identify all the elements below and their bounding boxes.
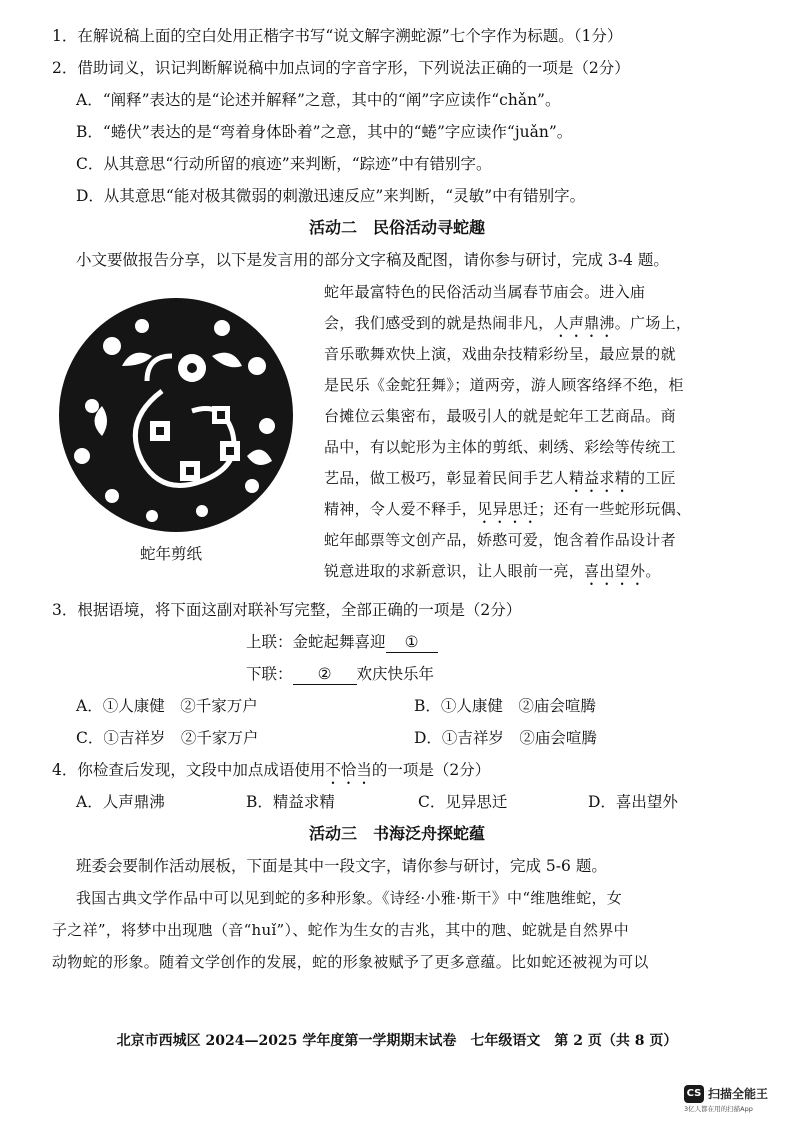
activity-3-passage-line: 动物蛇的形象。随着文学创作的发展，蛇的形象被赋予了更多意蕴。比如蛇还被视为可以 <box>52 953 649 971</box>
passage-line: 品中，有以蛇形为主体的剪纸、刺绣、彩绘等传统工 <box>324 438 676 456</box>
question-4-option-a: A．人声鼎沸 <box>76 793 165 811</box>
question-4-option-b: B．精益求精 <box>246 793 335 811</box>
question-4-option-c: C．见异思迁 <box>418 793 508 811</box>
dotted-idiom: 见异思迁 <box>477 500 539 518</box>
passage-line: 是民乐《金蛇狂舞》；道两旁，游人顾客络绎不绝，柜 <box>324 376 684 394</box>
activity-3-passage-line: 我国古典文学作品中可以见到蛇的多种形象。《诗经·小雅·斯干》中“维虺维蛇，女 <box>76 889 623 907</box>
scanner-app-name: 扫描全能王 <box>708 1087 769 1101</box>
couplet-lower: 下联： ② 欢庆快乐年 <box>246 665 435 683</box>
passage-line: 蛇年邮票等文创产品，娇憨可爱，饱含着作品设计者 <box>324 531 676 549</box>
dotted-idiom: 精益求精 <box>568 469 631 487</box>
passage-line: 锐意进取的求新意识，让人眼前一亮，喜出望外。 <box>324 562 661 580</box>
question-2-option-d: D．从其意思“能对极其微弱的刺激迅速反应”来判断，“灵敏”中有错别字。 <box>76 187 586 205</box>
image-caption: 蛇年剪纸 <box>140 545 203 563</box>
question-3-stem: 3．根据语境，将下面这副对联补写完整，全部正确的一项是（2分） <box>52 601 522 619</box>
passage-line: 台摊位云集密布，最吸引人的就是蛇年工艺商品。商 <box>324 407 676 425</box>
question-3-option-c: C．①吉祥岁 ②千家万户 <box>76 729 259 747</box>
passage-line: 艺品，做工极巧，彰显着民间手艺人精益求精的工匠 <box>324 469 676 487</box>
activity-3-passage-line: 子之祥”，将梦中出现虺（音“huǐ”）、蛇作为生女的吉兆，其中的虺、蛇就是自然界中 <box>52 921 629 939</box>
activity-2-title: 活动二 民俗活动寻蛇趣 <box>308 218 485 237</box>
activity-3-title: 活动三 书海泛舟探蛇蕴 <box>308 824 485 843</box>
blank-2: ② <box>293 664 357 685</box>
question-1: 1．在解说稿上面的空白处用正楷字书写“说文解字溯蛇源”七个字作为标题。（1分） <box>52 27 623 45</box>
question-3-option-b: B．①人康健 ②庙会喧腾 <box>414 697 596 715</box>
activity-2-intro: 小文要做报告分享，以下是发言用的部分文字稿及配图，请你参与研讨，完成 3-4 题。 <box>76 251 669 269</box>
dotted-emphasis: 不恰当 <box>325 761 372 779</box>
scanner-logo-icon: CS <box>684 1085 704 1103</box>
passage-line: 精神，令人爱不释手，见异思迁；还有一些蛇形玩偶、 <box>324 500 692 518</box>
couplet-upper: 上联：金蛇起舞喜迎 ① <box>246 632 438 653</box>
dotted-idiom: 人声鼎沸 <box>553 314 615 332</box>
question-3-option-d: D．①吉祥岁 ②庙会喧腾 <box>414 729 597 747</box>
activity-3-intro: 班委会要制作活动展板，下面是其中一段文字，请你参与研讨，完成 5-6 题。 <box>76 857 607 875</box>
dotted-idiom: 喜出望外 <box>584 562 646 580</box>
scanner-tagline: 3亿人都在用的扫描App <box>684 1105 753 1113</box>
page-footer: 北京市西城区 2024—2025 学年度第一学期期末试卷 七年级语文 第 2 页（共 8 页） <box>116 1033 678 1049</box>
passage-line: 蛇年最富特色的民俗活动当属春节庙会。进入庙 <box>324 283 646 301</box>
question-2-option-c: C．从其意思“行动所留的痕迹”来判断，“踪迹”中有错别字。 <box>76 155 492 173</box>
blank-1: ① <box>386 632 438 653</box>
question-4-stem: 4．你检查后发现，文段中加点成语使用不恰当的一项是（2分） <box>52 761 491 779</box>
question-3-option-a: A．①人康健 ②千家万户 <box>76 697 258 715</box>
question-2-option-a: A．“阐释”表达的是“论述并解释”之意，其中的“阐”字应读作“chǎn”。 <box>76 91 561 109</box>
snake-papercut-image <box>52 296 300 534</box>
question-2-stem: 2．借助词义，识记判断解说稿中加点词的字音字形，下列说法正确的一项是（2分） <box>52 59 630 77</box>
question-2-option-b: B．“蜷伏”表达的是“弯着身体卧着”之意，其中的“蜷”字应读作“juǎn”。 <box>76 123 573 141</box>
passage-line: 会，我们感受到的就是热闹非凡，人声鼎沸。广场上， <box>324 314 692 332</box>
question-4-option-d: D．喜出望外 <box>588 793 678 811</box>
passage-line: 音乐歌舞欢快上演，戏曲杂技精彩纷呈，最应景的就 <box>324 345 676 363</box>
